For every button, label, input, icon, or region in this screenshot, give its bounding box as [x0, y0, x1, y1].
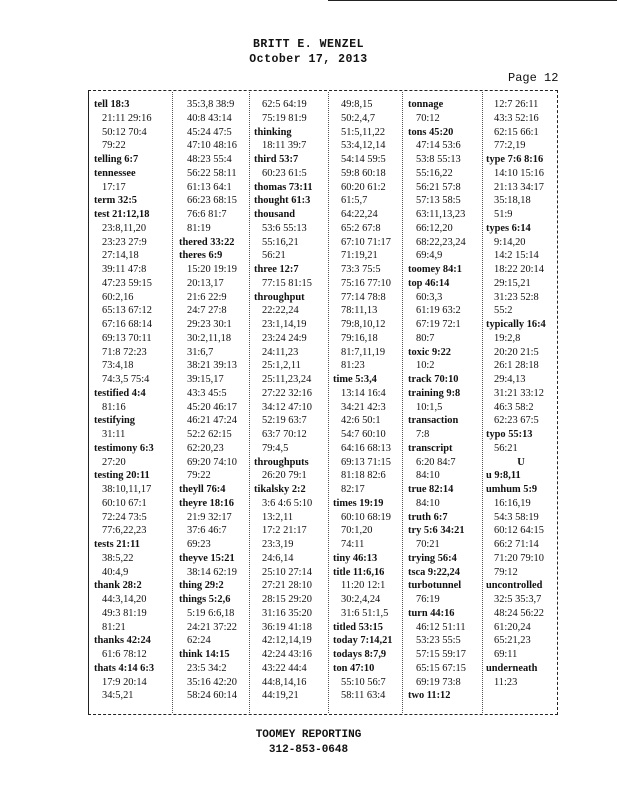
index-refs: 79:22 — [102, 140, 126, 152]
index-refs: 73:4,18 — [102, 360, 134, 372]
index-refs: 17:2 21:17 — [262, 525, 307, 537]
index-refs: 47:14 53:6 — [416, 140, 461, 152]
index-refs: 61:6 78:12 — [102, 649, 147, 660]
index-refs: 31:11 — [102, 429, 126, 440]
index-refs: 11:20 12:1 — [341, 580, 386, 592]
index-refs: 47:23 59:15 — [102, 277, 152, 289]
index-refs: 19:2,8 — [494, 332, 521, 344]
index-refs: 55:10 56:7 — [341, 676, 386, 688]
index-term: testing 20:11 — [94, 470, 150, 482]
index-column-1 — [94, 98, 154, 703]
index-refs: 50:12 70:4 — [102, 126, 147, 138]
index-refs: 42:12,14,19 — [262, 635, 312, 647]
index-refs: 26:1 28:18 — [494, 360, 539, 372]
index-refs: 54:3 58:19 — [494, 511, 539, 523]
index-refs: 66:2 71:14 — [494, 539, 539, 550]
index-term: turn 44:16 — [408, 607, 455, 619]
index-term: tsca 9:22,24 — [408, 566, 460, 578]
index-refs: 62:23 67:5 — [494, 415, 539, 427]
index-term: tennessee — [94, 167, 136, 179]
index-refs: 7:8 — [416, 429, 430, 440]
index-refs: 56:21 — [262, 250, 286, 262]
deponent-name: BRITT E. WENZEL — [252, 38, 365, 51]
index-refs: 24:11,23 — [262, 346, 299, 358]
index-refs: 5:19 6:6,18 — [187, 607, 235, 619]
index-refs: 65:21,23 — [494, 635, 531, 647]
index-refs: 34:12 47:10 — [262, 401, 312, 413]
index-refs: 77:2,19 — [494, 140, 526, 152]
index-refs: 65:13 67:12 — [102, 305, 152, 317]
index-term: typo 55:13 — [486, 429, 533, 440]
index-refs: 38:14 62:19 — [187, 566, 237, 578]
index-term: thousand — [254, 209, 296, 220]
index-refs: 6:20 84:7 — [416, 456, 456, 468]
index-refs: 60:12 64:15 — [494, 525, 544, 537]
index-refs: 9:14,20 — [494, 236, 526, 248]
index-refs: 35:18,18 — [494, 195, 531, 207]
index-refs: 63:11,13,23 — [416, 209, 466, 220]
index-refs: 21:11 29:16 — [102, 112, 152, 124]
index-term: testified 4:4 — [94, 387, 146, 399]
index-refs: 56:21 — [494, 442, 518, 454]
index-term: three 12:7 — [254, 264, 299, 275]
index-refs: 75:16 77:10 — [341, 277, 391, 289]
index-term: transaction — [408, 415, 459, 427]
index-refs: 62:5 64:19 — [262, 99, 307, 110]
index-refs: 23:3,19 — [262, 539, 294, 550]
index-refs: 69:13 71:15 — [341, 456, 391, 468]
index-term: thought 61:3 — [254, 195, 311, 207]
index-refs: 39:11 47:8 — [102, 264, 147, 275]
index-refs: 18:22 20:14 — [494, 264, 544, 275]
index-refs: 82:17 — [341, 484, 365, 495]
index-refs: 30:2,11,18 — [187, 332, 232, 344]
index-refs: 48:24 56:22 — [494, 607, 544, 619]
index-refs: 29:15,21 — [494, 277, 531, 289]
index-refs: 62:24 — [187, 635, 211, 647]
index-refs: 76:6 81:7 — [187, 209, 227, 220]
index-refs: 72:24 73:5 — [102, 511, 147, 523]
index-refs: 71:8 72:23 — [102, 346, 147, 358]
column-separator — [172, 92, 173, 713]
index-refs: 81:21 — [102, 621, 126, 633]
index-term: term 32:5 — [94, 195, 137, 207]
index-refs: 21:13 34:17 — [494, 181, 544, 193]
index-refs: 79:4,5 — [262, 442, 289, 454]
index-term: thank 28:2 — [94, 580, 142, 592]
index-refs: 70:21 — [416, 539, 440, 550]
index-refs: 23:23 27:9 — [102, 236, 147, 248]
index-refs: 45:24 47:5 — [187, 126, 232, 138]
index-refs: 21:9 32:17 — [187, 511, 232, 523]
index-refs: 79:12 — [494, 566, 518, 578]
index-column-6 — [486, 98, 556, 689]
index-refs: 12:7 26:11 — [494, 99, 539, 110]
index-term: times 19:19 — [333, 497, 384, 509]
index-term: testifying — [94, 415, 135, 427]
index-refs: 51:5,11,22 — [341, 126, 386, 138]
index-term: type 7:6 8:16 — [486, 154, 544, 165]
index-refs: 31:23 52:8 — [494, 291, 539, 303]
index-refs: 60:23 61:5 — [262, 167, 307, 179]
index-refs: 27:20 — [102, 456, 126, 468]
index-refs: 27:22 32:16 — [262, 387, 312, 399]
index-refs: 60:20 61:2 — [341, 181, 386, 193]
index-refs: 75:19 81:9 — [262, 112, 307, 124]
index-refs: 42:6 50:1 — [341, 415, 381, 427]
index-refs: 61:19 63:2 — [416, 305, 461, 317]
index-refs: 69:13 70:11 — [102, 332, 152, 344]
index-refs: 67:19 72:1 — [416, 319, 461, 330]
index-refs: 23:5 34:2 — [187, 662, 227, 674]
index-term: umhum 5:9 — [486, 484, 538, 495]
index-term: thomas 73:11 — [254, 181, 313, 193]
index-refs: 81:7,11,19 — [341, 346, 386, 358]
index-term: things 5:2,6 — [179, 594, 231, 605]
index-refs: 53:8 55:13 — [416, 154, 461, 165]
index-term: tell 18:3 — [94, 99, 130, 110]
index-refs: 64:22,24 — [341, 209, 378, 220]
index-term: tonnage — [408, 99, 444, 110]
index-refs: 13:2,11 — [262, 511, 294, 523]
index-term: thanks 42:24 — [94, 635, 151, 647]
index-refs: 77:14 78:8 — [341, 291, 386, 303]
index-refs: 62:20,23 — [187, 442, 224, 454]
index-term: trying 56:4 — [408, 552, 457, 564]
deposition-date: October 17, 2013 — [249, 53, 368, 66]
index-refs: 40:8 43:14 — [187, 112, 232, 124]
index-refs: 49:3 81:19 — [102, 607, 147, 619]
index-term: think 14:15 — [179, 649, 230, 660]
index-term: turbotunnel — [408, 580, 462, 592]
index-term: thinking — [254, 126, 292, 138]
index-refs: 29:4,13 — [494, 374, 526, 385]
index-refs: 44:19,21 — [262, 690, 299, 702]
index-term: tests 21:11 — [94, 539, 140, 550]
index-refs: 18:11 39:7 — [262, 140, 307, 152]
index-refs: 67:16 68:14 — [102, 319, 152, 330]
index-refs: 78:11,13 — [341, 305, 378, 317]
index-refs: 60:10 67:1 — [102, 497, 147, 509]
index-column-4 — [333, 98, 392, 703]
index-column-2 — [179, 98, 237, 703]
index-refs: 52:2 62:15 — [187, 429, 232, 440]
index-refs: 22:22,24 — [262, 305, 299, 317]
index-term: uncontrolled — [486, 580, 543, 592]
index-term: today 7:14,21 — [333, 635, 393, 647]
index-refs: 30:2,4,24 — [341, 594, 381, 605]
index-refs: 15:20 19:19 — [187, 264, 237, 275]
index-refs: 42:24 43:16 — [262, 649, 312, 660]
index-refs: 61:13 64:1 — [187, 181, 232, 193]
index-refs: 53:6 55:13 — [262, 222, 307, 234]
index-term: tons 45:20 — [408, 126, 454, 138]
index-refs: 65:2 67:8 — [341, 222, 381, 234]
index-term: top 46:14 — [408, 277, 450, 289]
index-term: thing 29:2 — [179, 580, 224, 592]
word-index-table — [88, 90, 558, 715]
index-refs: 71:20 79:10 — [494, 552, 544, 564]
index-refs: 46:21 47:24 — [187, 415, 237, 427]
index-refs: 11:23 — [494, 676, 518, 688]
index-refs: 40:4,9 — [102, 566, 129, 578]
index-term: thats 4:14 6:3 — [94, 662, 155, 674]
index-refs: 74:11 — [341, 539, 365, 550]
index-refs: 47:10 48:16 — [187, 140, 237, 152]
index-refs: 81:19 — [187, 222, 211, 234]
column-separator — [328, 92, 329, 713]
index-refs: 68:22,23,24 — [416, 236, 466, 248]
index-refs: 80:7 — [416, 332, 435, 344]
index-refs: 55:2 — [494, 305, 513, 317]
index-term: true 82:14 — [408, 484, 454, 495]
index-refs: 35:3,8 38:9 — [187, 99, 235, 110]
index-refs: 38:10,11,17 — [102, 484, 152, 495]
index-refs: 43:22 44:4 — [262, 662, 307, 674]
index-refs: 28:15 29:20 — [262, 594, 312, 605]
index-refs: 79:8,10,12 — [341, 319, 386, 330]
index-refs: 55:16,21 — [262, 236, 299, 248]
index-refs: 10:2 — [416, 360, 435, 372]
index-term: testimony 6:3 — [94, 442, 154, 454]
index-term: theyll 76:4 — [179, 484, 226, 495]
index-refs: 63:7 70:12 — [262, 429, 307, 440]
index-refs: 60:3,3 — [416, 291, 443, 303]
index-refs: 57:13 58:5 — [416, 195, 461, 207]
index-refs: 13:14 16:4 — [341, 387, 386, 399]
index-refs: 55:16,22 — [416, 167, 453, 179]
column-separator — [482, 92, 483, 713]
index-term: typically 16:4 — [486, 319, 546, 330]
index-refs: 34:5,21 — [102, 690, 134, 702]
page-number: Page 12 — [508, 71, 559, 85]
index-refs: 81:18 82:6 — [341, 470, 386, 482]
index-refs: 17:9 20:14 — [102, 676, 147, 688]
index-refs: 37:6 46:7 — [187, 525, 227, 537]
index-term: tiny 46:13 — [333, 552, 378, 564]
index-refs: 52:19 63:7 — [262, 415, 307, 427]
index-refs: 23:24 24:9 — [262, 332, 307, 344]
index-term: tikalsky 2:2 — [254, 484, 306, 495]
index-term: thered 33:22 — [179, 236, 235, 248]
index-refs: 53:23 55:5 — [416, 635, 461, 647]
index-term: types 6:14 — [486, 222, 531, 234]
index-term: underneath — [486, 662, 538, 674]
index-refs: 17:17 — [102, 181, 126, 193]
index-refs: 23:8,11,20 — [102, 222, 147, 234]
index-refs: 39:15,17 — [187, 374, 224, 385]
index-refs: 24:7 27:8 — [187, 305, 227, 317]
index-refs: 77:6,22,23 — [102, 525, 147, 537]
index-refs: 53:4,12,14 — [341, 140, 386, 152]
index-term: todays 8:7,9 — [333, 649, 387, 660]
index-refs: 34:21 42:3 — [341, 401, 386, 413]
index-refs: 71:19,21 — [341, 250, 378, 262]
index-term: training 9:8 — [408, 387, 461, 399]
footer-company: TOOMEY REPORTING — [255, 729, 362, 741]
index-refs: 16:16,19 — [494, 497, 531, 509]
index-refs: 76:19 — [416, 594, 440, 605]
index-refs: 69:19 73:8 — [416, 676, 461, 688]
index-refs: 58:24 60:14 — [187, 690, 237, 702]
index-term: toxic 9:22 — [408, 346, 451, 358]
index-term: titled 53:15 — [333, 621, 383, 633]
index-refs: 24:6,14 — [262, 552, 294, 564]
index-column-5 — [408, 98, 466, 703]
index-refs: 64:16 68:13 — [341, 442, 391, 454]
index-refs: 44:3,14,20 — [102, 594, 147, 605]
index-refs: 69:4,9 — [416, 250, 443, 262]
index-term: throughput — [254, 291, 305, 303]
index-refs: 31:16 35:20 — [262, 607, 312, 619]
index-refs: 66:12,20 — [416, 222, 453, 234]
index-term: transcript — [408, 442, 453, 454]
index-refs: 14:10 15:16 — [494, 167, 544, 179]
index-refs: 70:12 — [416, 112, 440, 124]
index-refs: 36:19 41:18 — [262, 621, 312, 633]
index-refs: 21:6 22:9 — [187, 291, 227, 303]
index-refs: 25:11,23,24 — [262, 374, 312, 385]
index-refs: 77:15 81:15 — [262, 277, 312, 289]
index-term: theres 6:9 — [179, 250, 223, 262]
footer-phone: 312-853-0648 — [268, 744, 349, 756]
index-term: track 70:10 — [408, 374, 459, 385]
index-refs: 79:16,18 — [341, 332, 378, 344]
index-refs: 38:5,22 — [102, 552, 134, 564]
index-term: u 9:8,11 — [486, 470, 521, 482]
index-term: theyre 18:16 — [179, 497, 234, 509]
index-refs: 69:23 — [187, 539, 211, 550]
index-refs: 23:1,14,19 — [262, 319, 307, 330]
index-refs: 58:11 63:4 — [341, 690, 386, 702]
index-term: truth 6:7 — [408, 511, 448, 523]
index-refs: 46:3 58:2 — [494, 401, 534, 413]
index-term: toomey 84:1 — [408, 264, 462, 275]
index-refs: 20:20 21:5 — [494, 346, 539, 358]
index-refs: 70:1,20 — [341, 525, 373, 537]
index-refs: 54:14 59:5 — [341, 154, 386, 165]
index-refs: 73:3 75:5 — [341, 264, 381, 275]
index-refs: 51:9 — [494, 209, 513, 220]
index-refs: 44:8,14,16 — [262, 676, 307, 688]
index-term: third 53:7 — [254, 154, 299, 165]
index-refs: 32:5 35:3,7 — [494, 594, 542, 605]
index-term: ton 47:10 — [333, 662, 375, 674]
index-refs: 81:16 — [102, 401, 126, 413]
index-refs: 50:2,4,7 — [341, 112, 376, 124]
index-term: theyve 15:21 — [179, 552, 235, 564]
index-refs: 31:21 33:12 — [494, 387, 544, 399]
index-refs: 14:2 15:14 — [494, 250, 539, 262]
index-refs: 27:21 28:10 — [262, 580, 312, 592]
index-refs: 56:21 57:8 — [416, 181, 461, 193]
index-refs: 79:22 — [187, 470, 211, 482]
index-refs: 69:20 74:10 — [187, 456, 237, 468]
index-refs: 38:21 39:13 — [187, 360, 237, 372]
index-refs: 84:10 — [416, 497, 440, 509]
index-refs: 29:23 30:1 — [187, 319, 232, 330]
index-refs: 81:23 — [341, 360, 365, 372]
index-term: throughputs — [254, 456, 309, 468]
index-column-3 — [254, 98, 313, 703]
index-refs: 54:7 60:10 — [341, 429, 386, 440]
index-refs: 35:16 42:20 — [187, 676, 237, 688]
top-rule — [328, 0, 617, 1]
index-refs: 26:20 79:1 — [262, 470, 307, 482]
column-separator — [249, 92, 250, 713]
index-refs: 25:10 27:14 — [262, 566, 312, 578]
index-refs: 25:1,2,11 — [262, 360, 301, 372]
index-refs: 46:12 51:11 — [416, 621, 466, 633]
index-refs: 3:6 4:6 5:10 — [262, 497, 313, 509]
index-refs: 62:15 66:1 — [494, 126, 539, 138]
column-separator — [402, 92, 403, 713]
index-refs: 48:23 55:4 — [187, 154, 232, 165]
index-refs: 60:10 68:19 — [341, 511, 391, 523]
index-term: two 11:12 — [408, 690, 451, 702]
section-letter: U — [517, 456, 525, 468]
index-refs: 20:13,17 — [187, 277, 224, 289]
index-refs: 10:1,5 — [416, 401, 443, 413]
index-refs: 59:8 60:18 — [341, 167, 386, 179]
index-refs: 57:15 59:17 — [416, 649, 466, 660]
index-refs: 27:14,18 — [102, 250, 139, 262]
index-refs: 69:11 — [494, 649, 518, 660]
index-refs: 66:23 68:15 — [187, 195, 237, 207]
index-term: telling 6:7 — [94, 154, 139, 165]
index-refs: 43:3 45:5 — [187, 387, 227, 399]
index-refs: 49:8,15 — [341, 99, 373, 110]
index-refs: 56:22 58:11 — [187, 167, 237, 179]
index-refs: 24:21 37:22 — [187, 621, 237, 633]
index-refs: 74:3,5 75:4 — [102, 374, 150, 385]
index-term: test 21:12,18 — [94, 209, 150, 220]
index-refs: 67:10 71:17 — [341, 236, 391, 248]
index-refs: 61:5,7 — [341, 195, 368, 207]
index-refs: 84:10 — [416, 470, 440, 482]
index-refs: 31:6,7 — [187, 346, 214, 358]
index-refs: 31:6 51:1,5 — [341, 607, 389, 619]
index-refs: 45:20 46:17 — [187, 401, 237, 413]
index-term: title 11:6,16 — [333, 566, 385, 578]
index-refs: 43:3 52:16 — [494, 112, 539, 124]
index-refs: 60:2,16 — [102, 291, 134, 303]
index-refs: 61:20,24 — [494, 621, 531, 633]
index-term: try 5:6 34:21 — [408, 525, 465, 537]
index-refs: 65:15 67:15 — [416, 662, 466, 674]
index-term: time 5:3,4 — [333, 374, 377, 385]
